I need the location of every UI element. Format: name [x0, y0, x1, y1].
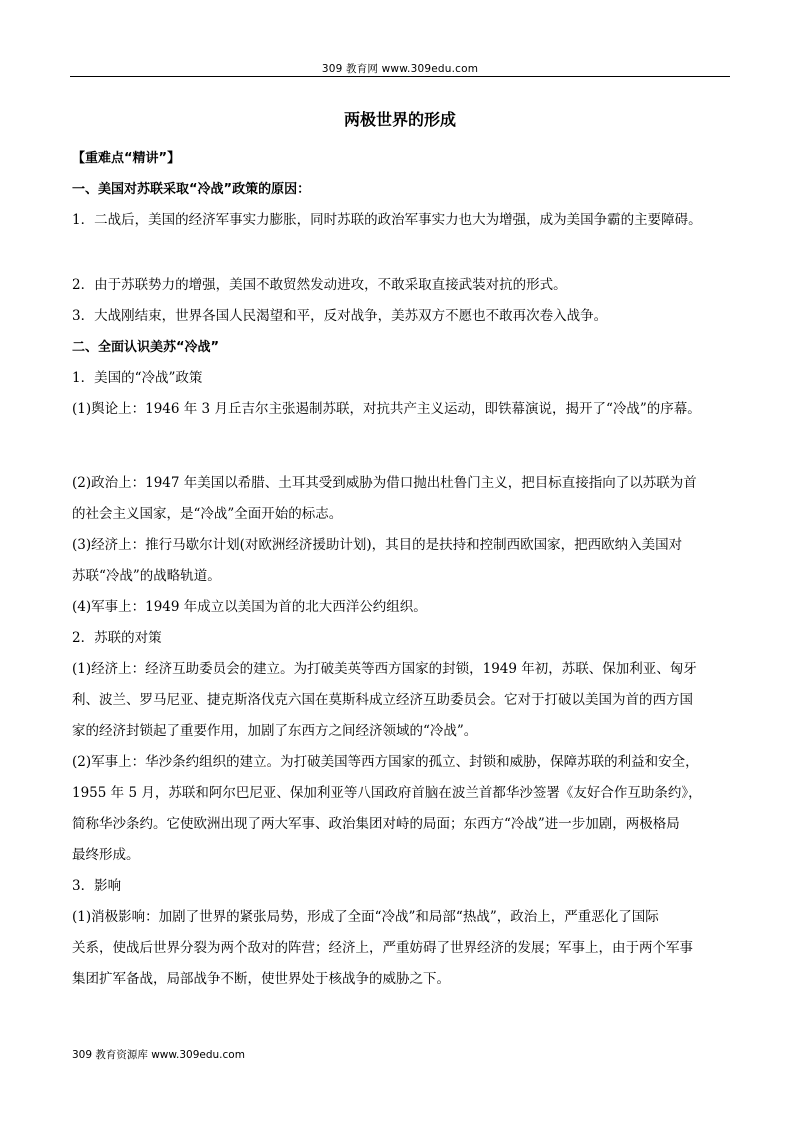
subheading: 1．美国的“冷战”政策	[72, 370, 203, 386]
paragraph-line: 的社会主义国家，是“冷战”全面开始的标志。	[72, 506, 343, 522]
paragraph: 3．大战刚结束，世界各国人民渴望和平，反对战争，美苏双方不愿也不敢再次卷入战争。	[72, 308, 608, 324]
paragraph-line: 利、波兰、罗马尼亚、捷克斯洛伐克六国在莫斯科成立经济互助委员会。它对于打破以美国为首的西方国	[72, 692, 693, 708]
paragraph-line: 苏联“冷战”的战略轨道。	[72, 568, 221, 584]
page-header: 309 教育网 www.309edu.com	[321, 63, 479, 75]
section-one-heading: 一、美国对苏联采取“冷战”政策的原因：	[72, 182, 311, 197]
paragraph-line: 家的经济封锁起了重要作用，加剧了东西方之间经济领域的“冷战”。	[72, 723, 478, 739]
section-one-cont	[72, 270, 732, 425]
paragraph-line: (1)消极影响：加剧了世界的紧张局势，形成了全面“冷战”和局部“热战”，政治上，严重恶化了国际	[72, 909, 659, 925]
header-rule	[70, 76, 730, 77]
paragraph-line: (1)经济上：经济互助委员会的建立。为打破美英等西方国家的封锁，1949 年初，苏联、保加利亚、匈牙	[72, 661, 697, 677]
paragraph-line: 集团扩军备战，局部战争不断，使世界处于核战争的威胁之下。	[72, 971, 450, 987]
document-title: 两极世界的形成	[343, 110, 456, 129]
section-two	[72, 468, 732, 995]
paragraph-line: (2)政治上：1947 年美国以希腊、土耳其受到威胁为借口抛出杜鲁门主义，把目标直接指向了以苏联为首	[72, 475, 697, 491]
paragraph: 2．由于苏联势力的增强，美国不敢贸然发动进攻，不敢采取直接武装对抗的形式。	[72, 277, 567, 293]
paragraph: (4)军事上：1949 年成立以美国为首的北大西洋公约组织。	[72, 599, 427, 615]
paragraph-line: (2)军事上：华沙条约组织的建立。为打破美国等西方国家的孤立、封锁和威胁，保障苏联的利益和安全，	[72, 754, 699, 770]
section-one	[72, 143, 732, 236]
paragraph-line: 关系，使战后世界分裂为两个敌对的阵营；经济上，严重妨碍了世界经济的发展；军事上，由于两个军事	[72, 940, 693, 956]
paragraph-line: 1955 年 5 月，苏联和阿尔巴尼亚、保加利亚等八国政府首脑在波兰首都华沙签署《友好合作互助条约》，	[72, 785, 702, 801]
page-footer: 309 教育资源库 www.309edu.com	[72, 1049, 245, 1061]
paragraph: 1．二战后，美国的经济军事实力膨胀，同时苏联的政治军事实力也大为增强，成为美国争霸的主要障碍。	[72, 212, 702, 228]
paragraph-line: (3)经济上：推行马歇尔计划(对欧洲经济援助计划)，其目的是扶持和控制西欧国家，把西欧纳入美国对	[72, 537, 683, 553]
paragraph-line: 最终形成。	[72, 847, 140, 863]
subheading: 2．苏联的对策	[72, 630, 162, 646]
paragraph-line: 简称华沙条约。它使欧洲出现了两大军事、政治集团对峙的局面；东西方“冷战”进一步加剧，两极格局	[72, 816, 680, 832]
paragraph: (1)舆论上：1946 年 3 月丘吉尔主张遏制苏联，对抗共产主义运动，即铁幕演说，揭开了“冷战”的序幕。	[72, 401, 701, 417]
subheading: 3．影响	[72, 878, 122, 894]
section-two-heading: 二、全面认识美苏“冷战”	[72, 340, 220, 355]
section-label: 【重难点“精讲”】	[72, 151, 181, 166]
